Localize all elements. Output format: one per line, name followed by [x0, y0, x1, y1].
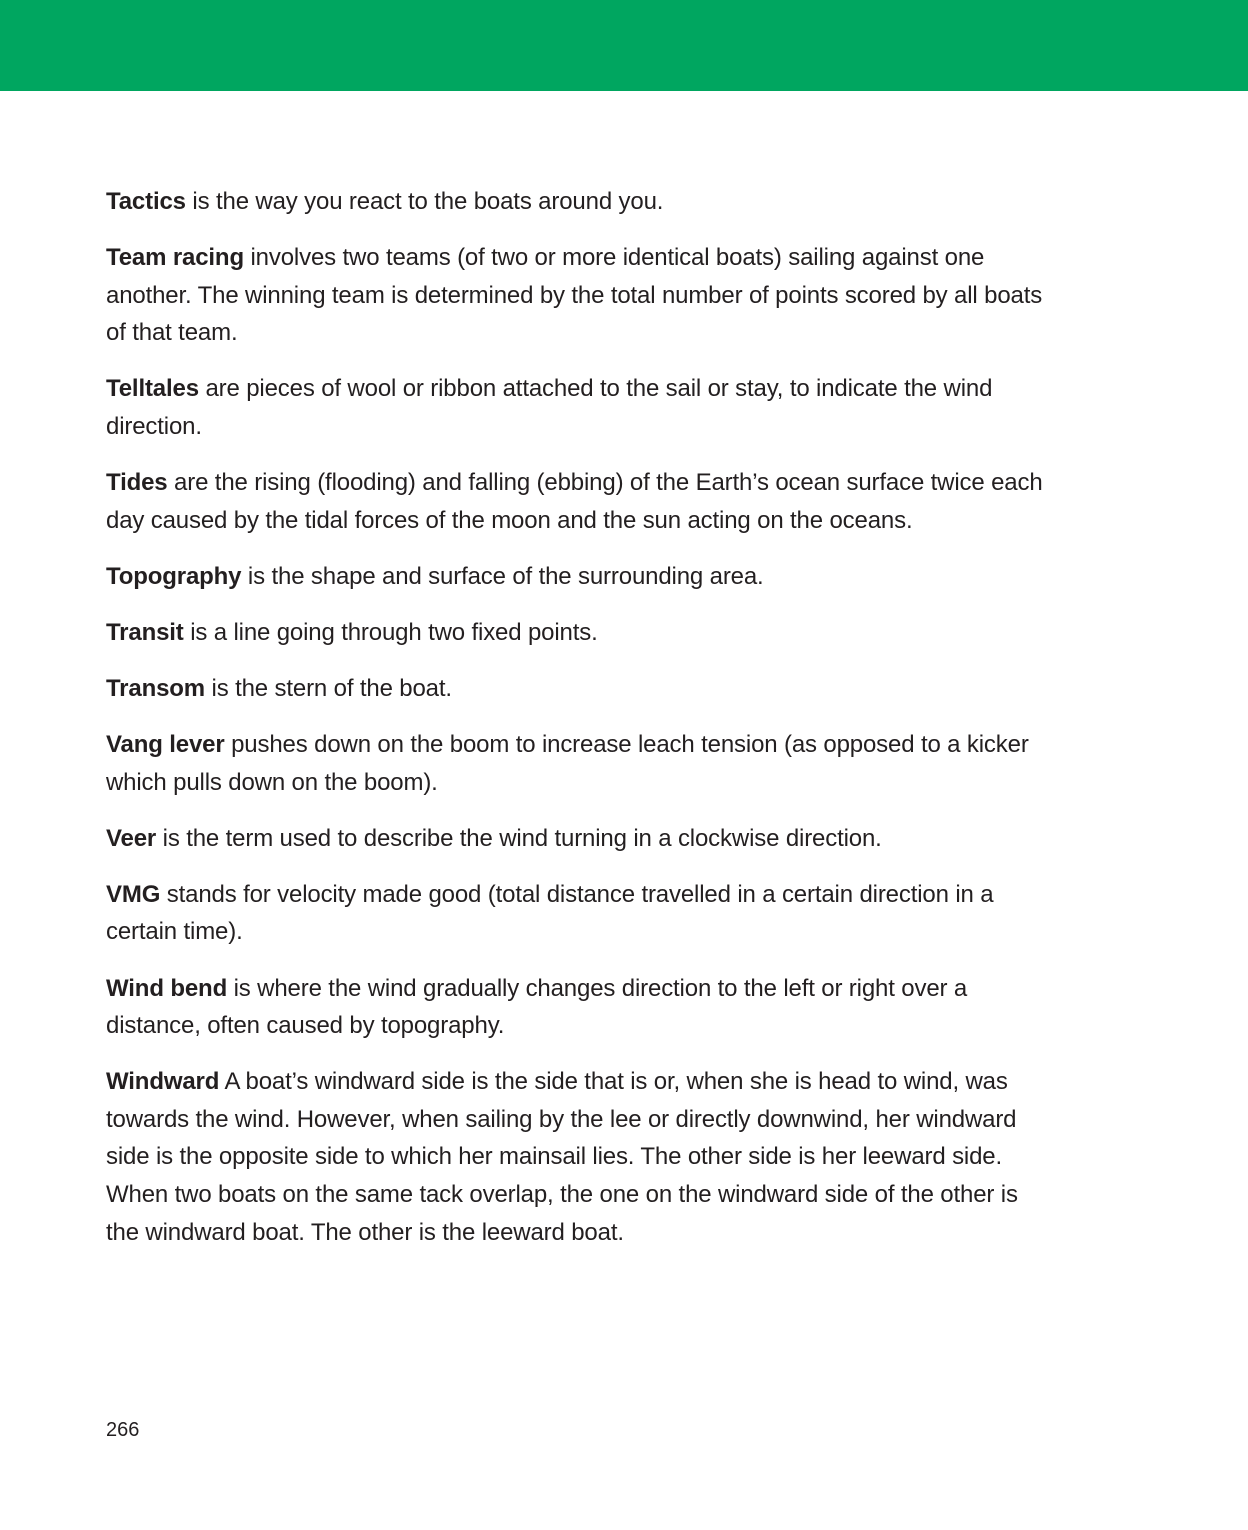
glossary-entry-tactics — [106, 183, 1056, 221]
glossary-definition: is a line going through two fixed points. — [190, 618, 598, 646]
glossary-term: Topography — [106, 562, 242, 590]
glossary-term: Tactics — [106, 188, 186, 215]
glossary-term: Transit — [106, 618, 184, 646]
header-band — [0, 0, 1248, 91]
glossary-entry-team-racing — [106, 239, 1056, 352]
glossary-entry-tides — [106, 464, 1056, 539]
glossary-term: Windward — [106, 1068, 220, 1096]
glossary-term: VMG — [106, 880, 161, 908]
page-number: 266 — [106, 1419, 140, 1441]
glossary-entry-topography — [106, 558, 1056, 596]
glossary-term: Tides — [106, 469, 168, 497]
glossary-list — [106, 183, 1056, 1270]
glossary-definition: are the rising (flooding) and falling (ebbing) of the Earth’s ocean surface twice each day caused by the tidal forces of the moon and the sun acting on the oceans. — [106, 469, 1043, 534]
glossary-entry-transom — [106, 670, 1056, 708]
glossary-term: Telltales — [106, 375, 199, 403]
glossary-term: Transom — [106, 674, 205, 702]
glossary-definition: involves two teams (of two or more identical boats) sailing against one another. The winning team is determined by the total number of points scored by all boats of that team. — [106, 244, 1043, 347]
glossary-entry-transit — [106, 614, 1056, 652]
glossary-definition: is the term used to describe the wind turning in a clockwise direction. — [162, 824, 882, 852]
glossary-definition: is the way you react to the boats around you. — [192, 188, 664, 215]
glossary-definition: pushes down on the boom to increase leach tension (as opposed to a kicker which pulls down on the boom). — [106, 731, 1029, 796]
glossary-entry-telltales — [106, 370, 1056, 445]
glossary-entry-windward — [106, 1063, 1056, 1251]
glossary-term: Veer — [106, 824, 157, 852]
glossary-definition: A boat’s windward side is the side that is or, when she is head to wind, was towards the wind. However, when sailing by the lee or directly downwind, her windward side is the opposite side to which her mainsail lies. The other side is her leeward side. When two boats on the same tack overlap, the one on the windward side of the other is the windward boat. The other is the leeward boat. — [106, 1068, 1018, 1246]
glossary-entry-vang-lever — [106, 726, 1056, 801]
glossary-entry-vmg — [106, 876, 1056, 951]
glossary-definition: stands for velocity made good (total distance travelled in a certain direction in a certain time). — [106, 880, 994, 946]
glossary-definition: are pieces of wool or ribbon attached to the sail or stay, to indicate the wind direction. — [106, 375, 993, 440]
glossary-entry-veer — [106, 820, 1056, 858]
glossary-definition: is the stern of the boat. — [211, 674, 452, 702]
glossary-definition: is where the wind gradually changes direction to the left or right over a distance, often caused by topography. — [106, 974, 968, 1040]
glossary-definition: is the shape and surface of the surrounding area. — [247, 562, 764, 590]
glossary-entry-wind-bend — [106, 970, 1056, 1045]
glossary-term: Wind bend — [106, 974, 228, 1002]
glossary-term: Vang lever — [106, 731, 225, 759]
glossary-term: Team racing — [106, 244, 244, 272]
